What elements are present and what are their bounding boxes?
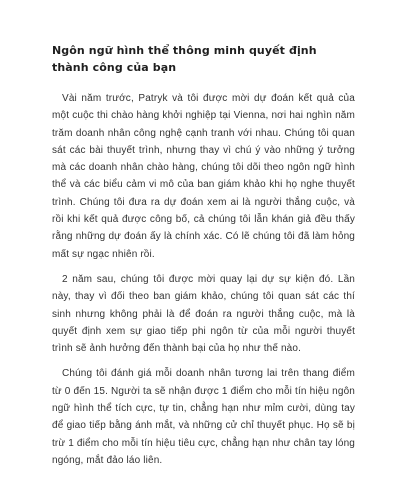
paragraph-1: Vài năm trước, Patryk và tôi được mời dự đoán kết quả của một cuộc thi chào hàng khởi nghiệp tại Vienna, nơi hai nghìn năm trăm doanh nhân công nghệ cạnh tranh với nhau. Chúng tôi quan sát các bài thuyết trình, nhưng thay vì chú ý vào những ý tưởng mà các doanh nhân chào hàng, chúng tôi dõi theo ngôn ngữ hình thể và các biểu cảm vi mô của ban giám khảo khi họ nghe thuyết trình. Chúng tôi đưa ra dự đoán xem ai là người thắng cuộc, và rồi khi kết quả được công bố, cả chúng tôi lẫn khán giả đều thấy rằng những dự đoán ấy là chính xác. Có lẽ chúng tôi đã làm hỏng mất sự ngạc nhiên rồi. [52, 93, 355, 260]
document-content [52, 43, 355, 477]
paragraph-3: Chúng tôi đánh giá mỗi doanh nhân tương lai trên thang điểm từ 0 đến 15. Người ta sẽ nhận được 1 điểm cho mỗi tín hiệu ngôn ngữ hình thể tích cực, tự tin, chẳng hạn như mỉm cười, dùng tay để giao tiếp bằng ánh mắt, và những cử chỉ thuyết phục. Họ sẽ bị trừ 1 điểm cho mỗi tín hiệu tiêu cực, chẳng hạn như chân tay lóng ngóng, mắt đảo láo liên. [52, 368, 355, 466]
section-title: Ngôn ngữ hình thể thông minh quyết định thành công của bạn [52, 44, 317, 74]
paragraph-2: 2 năm sau, chúng tôi được mời quay lại dự sự kiện đó. Lần này, thay vì đối theo ban giám khảo, chúng tôi quan sát các thí sinh nhưng không phải là để đoán ra người thắng cuộc, mà là quyết định xem sự giao tiếp phi ngôn từ của mỗi người thuyết trình sẽ ảnh hưởng đến thành bại của họ như thế nào. [52, 273, 355, 355]
